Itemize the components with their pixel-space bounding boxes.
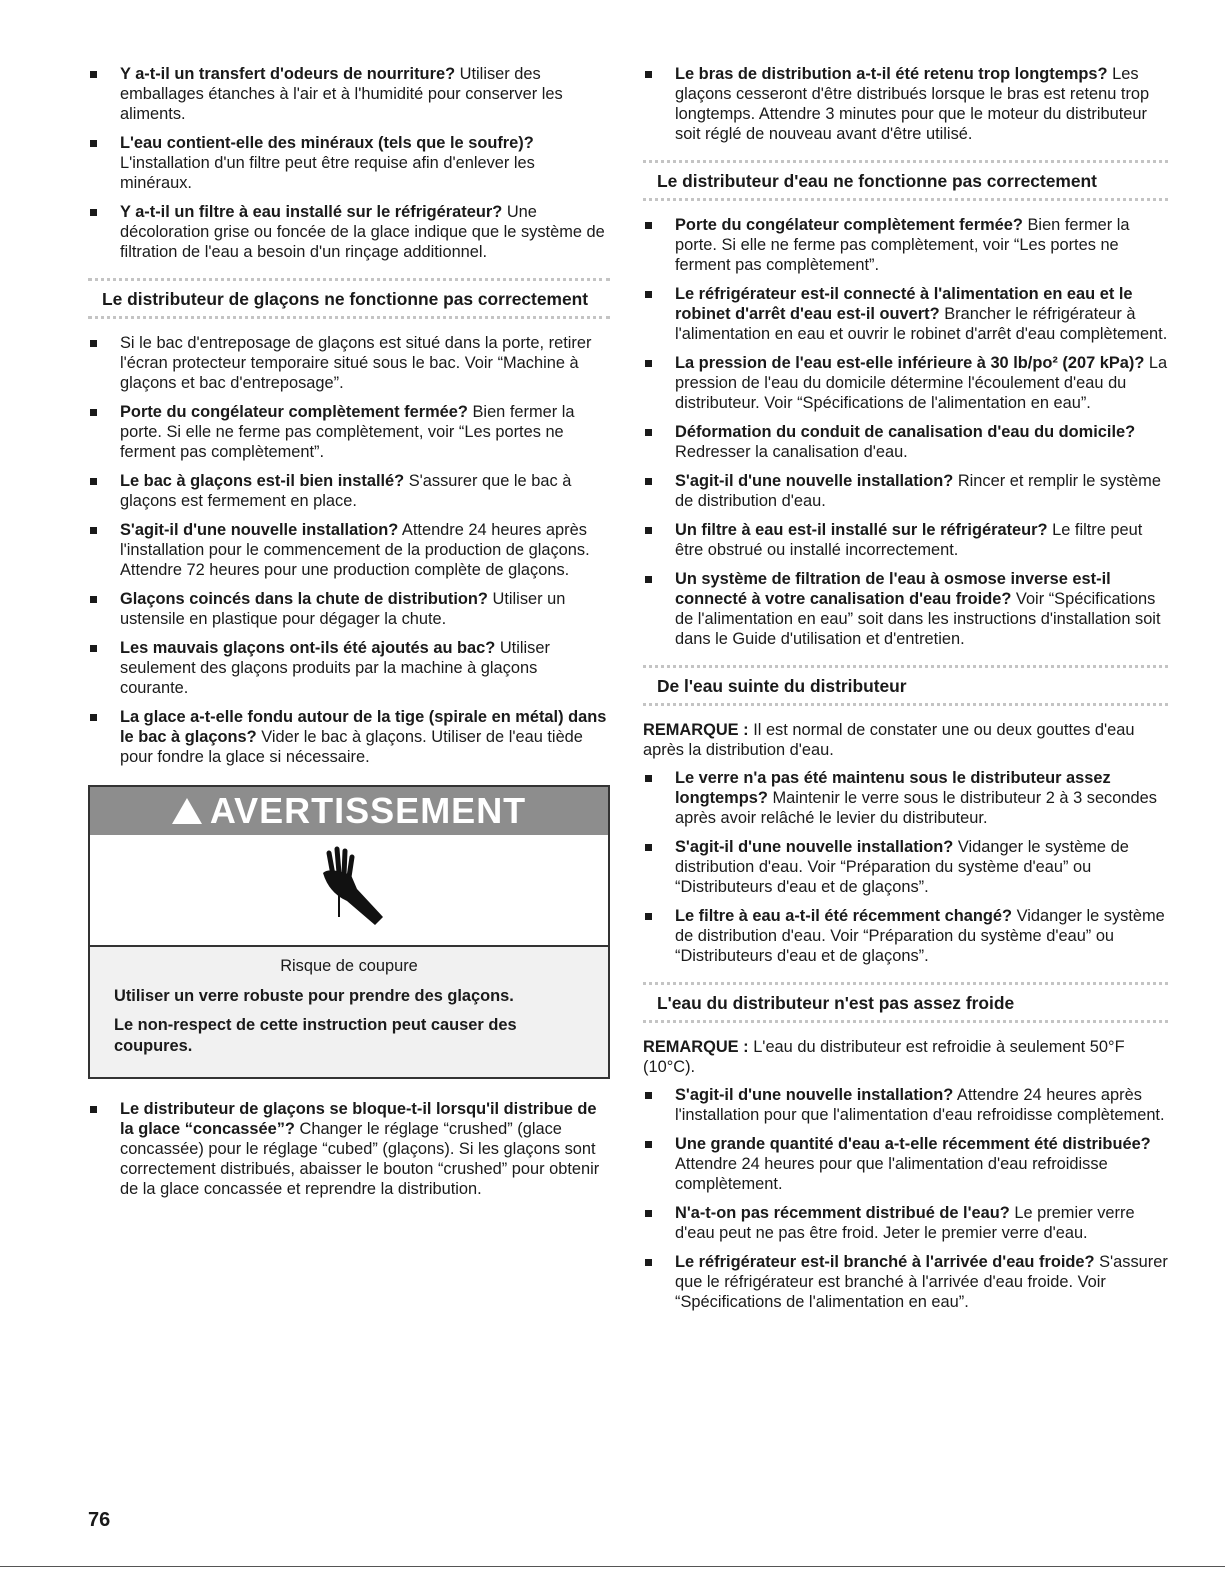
list-item (643, 471, 1168, 511)
list-item (88, 202, 610, 262)
item-question: N'a-t-on pas récemment distribué de l'eau? (675, 1204, 1010, 1222)
item-answer: La pression de l'eau du domicile détermine l'écoulement d'eau du distributeur. Voir “Spécifications de l'alimentation en eau”. (675, 354, 1168, 412)
list-item (88, 471, 610, 511)
leak-list (643, 768, 1168, 966)
list-item (88, 1099, 610, 1199)
section-cold-heading: L'eau du distributeur n'est pas assez froide (643, 982, 1168, 1023)
list-item (88, 333, 610, 393)
item-answer: Les glaçons cesseront d'être distribués lorsque le bras est retenu trop longtemps. Attendre 3 minutes pour que le moteur du distributeur soit réglé de nouveau avant d'être utilisé. (675, 65, 1150, 143)
section-ice-dispenser-heading: Le distributeur de glaçons ne fonctionne pas correctement (88, 278, 610, 319)
cold-note (643, 1037, 1168, 1077)
item-question: Le filtre à eau a-t-il été récemment changé? (675, 907, 1013, 925)
warning-consequence: Le non-respect de cette instruction peut causer des coupures. (114, 1016, 517, 1055)
warning-text-area (90, 947, 608, 1077)
item-answer: Redresser la canalisation d'eau. (675, 443, 908, 461)
item-answer: S'assurer que le réfrigérateur est branché à l'arrivée d'eau froide. Voir “Spécifications de l'alimentation en eau”. (675, 1253, 1168, 1311)
item-question: Porte du congélateur complètement fermée? (675, 216, 1023, 234)
item-question: S'agit-il d'une nouvelle installation? (120, 521, 399, 539)
item-answer: Le filtre peut être obstrué ou installé incorrectement. (675, 521, 1143, 559)
list-item (643, 1134, 1168, 1194)
item-question: Le distributeur de glaçons se bloque-t-il lorsqu'il distribue de la glace “concassée”? (120, 1100, 597, 1138)
item-answer: Si le bac d'entreposage de glaçons est situé dans la porte, retirer l'écran protecteur temporaire situé sous le bac. Voir “Machine à glaçons et bac d'entreposage”. (120, 334, 592, 392)
list-item (643, 64, 1168, 144)
warning-box (88, 785, 610, 1079)
list-item (643, 768, 1168, 828)
item-question: Glaçons coincés dans la chute de distribution? (120, 590, 488, 608)
item-answer: Une décoloration grise ou foncée de la glace indique que le système de filtration de l'eau a besoin d'un rinçage additionnel. (120, 203, 605, 261)
list-item (643, 906, 1168, 966)
water-dispenser-list (643, 215, 1168, 649)
warning-risk: Risque de coupure (280, 957, 418, 975)
item-answer: Rincer et remplir le système de distribution d'eau. (675, 472, 1161, 510)
list-item (643, 353, 1168, 413)
item-question: Un système de filtration de l'eau à osmose inverse est-il connecté à votre canalisation d'eau froide? (675, 570, 1111, 608)
item-question: Porte du congélateur complètement fermée? (120, 403, 468, 421)
left-top-list (88, 64, 610, 262)
warning-triangle-icon (172, 798, 202, 824)
item-answer: Le premier verre d'eau peut ne pas être froid. Jeter le premier verre d'eau. (675, 1204, 1135, 1242)
right-top-list (643, 64, 1168, 144)
page-number: 76 (88, 1509, 111, 1531)
section-leak-heading: De l'eau suinte du distributeur (643, 665, 1168, 706)
left-column (88, 64, 610, 1208)
warning-instruction: Utiliser un verre robuste pour prendre des glaçons. (114, 987, 514, 1005)
bottom-rule (0, 1566, 1225, 1567)
item-answer: Changer le réglage “crushed” (glace concassée) pour le réglage “cubed” (glaçons). Si les glaçons sont correctement distribués, abaisser le bouton “crushed” pour obtenir de la glace concassée et reprendre la distribution. (120, 1120, 600, 1198)
cut-hand-icon (309, 845, 389, 935)
item-question: S'agit-il d'une nouvelle installation? (675, 1086, 954, 1104)
item-answer: Voir “Spécifications de l'alimentation en eau” soit dans les instructions d'installation soit dans le Guide d'utilisation et d'entretien. (675, 590, 1161, 648)
item-answer: Attendre 24 heures pour que l'alimentation d'eau refroidisse complètement. (675, 1155, 1108, 1193)
list-item (88, 133, 610, 193)
list-item (88, 589, 610, 629)
item-answer: Maintenir le verre sous le distributeur 2 à 3 secondes après avoir relâché le levier du distributeur. (675, 789, 1157, 827)
list-item (643, 569, 1168, 649)
ice-dispenser-list (88, 333, 610, 767)
warning-pictogram (90, 835, 608, 947)
item-question: Le réfrigérateur est-il branché à l'arrivée d'eau froide? (675, 1253, 1095, 1271)
right-column (643, 64, 1168, 1321)
item-question: Le verre n'a pas été maintenu sous le distributeur assez longtemps? (675, 769, 1111, 807)
item-question: Le réfrigérateur est-il connecté à l'alimentation en eau et le robinet d'arrêt d'eau est-il ouvert? (675, 285, 1133, 323)
item-question: S'agit-il d'une nouvelle installation? (675, 838, 954, 856)
item-answer: S'assurer que le bac à glaçons est fermement en place. (120, 472, 572, 510)
item-question: Le bac à glaçons est-il bien installé? (120, 472, 405, 490)
item-answer: L'installation d'un filtre peut être requise afin d'enlever les minéraux. (120, 154, 535, 192)
item-answer: Vidanger le système de distribution d'eau. Voir “Préparation du système d'eau” ou “Distributeurs d'eau et de glaçons”. (675, 907, 1165, 965)
list-item (643, 1203, 1168, 1243)
cold-note-text: L'eau du distributeur est refroidie à seulement 50°F (10°C). (643, 1038, 1125, 1076)
item-question: Y a-t-il un filtre à eau installé sur le réfrigérateur? (120, 203, 503, 221)
list-item (643, 215, 1168, 275)
list-item (88, 707, 610, 767)
item-question: Déformation du conduit de canalisation d'eau du domicile? (675, 423, 1136, 441)
list-item (643, 284, 1168, 344)
item-question: Y a-t-il un transfert d'odeurs de nourriture? (120, 65, 456, 83)
item-answer: Attendre 24 heures après l'installation pour le commencement de la production de glaçons. Attendre 72 heures pour une production complète de glaçons. (120, 521, 590, 579)
item-question: Une grande quantité d'eau a-t-elle récemment été distribuée? (675, 1135, 1151, 1153)
item-answer: Brancher le réfrigérateur à l'alimentation en eau et ouvrir le robinet d'arrêt d'eau complètement. (675, 305, 1168, 343)
list-item (88, 402, 610, 462)
list-item (643, 837, 1168, 897)
warning-title: AVERTISSEMENT (209, 790, 527, 831)
leak-note-label: REMARQUE : (643, 721, 749, 739)
list-item (88, 64, 610, 124)
item-answer: Utiliser des emballages étanches à l'air et à l'humidité pour conserver les aliments. (120, 65, 563, 123)
list-item (88, 638, 610, 698)
item-question: S'agit-il d'une nouvelle installation? (675, 472, 954, 490)
item-question: L'eau contient-elle des minéraux (tels que le soufre)? (120, 134, 534, 152)
item-answer: Bien fermer la porte. Si elle ne ferme pas complètement, voir “Les portes ne ferment pas complètement”. (120, 403, 575, 461)
item-question: La pression de l'eau est-elle inférieure à 30 lb/po² (207 kPa)? (675, 354, 1145, 372)
item-question: Le bras de distribution a-t-il été retenu trop longtemps? (675, 65, 1108, 83)
list-item (643, 1252, 1168, 1312)
list-item (643, 422, 1168, 462)
item-question: Un filtre à eau est-il installé sur le réfrigérateur? (675, 521, 1048, 539)
leak-note (643, 720, 1168, 760)
cold-list (643, 1085, 1168, 1312)
leak-note-text: Il est normal de constater une ou deux gouttes d'eau après la distribution d'eau. (643, 721, 1135, 759)
item-answer: Attendre 24 heures après l'installation pour que l'alimentation d'eau refroidisse complètement. (675, 1086, 1165, 1124)
item-answer: Utiliser seulement des glaçons produits par la machine à glaçons courante. (120, 639, 550, 697)
cold-note-label: REMARQUE : (643, 1038, 749, 1056)
item-question: La glace a-t-elle fondu autour de la tige (spirale en métal) dans le bac à glaçons? (120, 708, 607, 746)
item-answer: Vider le bac à glaçons. Utiliser de l'eau tiède pour fondre la glace si nécessaire. (120, 728, 583, 766)
warning-banner (90, 787, 608, 835)
section-water-dispenser-heading: Le distributeur d'eau ne fonctionne pas correctement (643, 160, 1168, 201)
list-item (643, 1085, 1168, 1125)
item-question: Les mauvais glaçons ont-ils été ajoutés au bac? (120, 639, 496, 657)
list-item (643, 520, 1168, 560)
item-answer: Vidanger le système de distribution d'eau. Voir “Préparation du système d'eau” ou “Distributeurs d'eau et de glaçons”. (675, 838, 1129, 896)
item-answer: Utiliser un ustensile en plastique pour dégager la chute. (120, 590, 566, 628)
item-answer: Bien fermer la porte. Si elle ne ferme pas complètement, voir “Les portes ne ferment pas complètement”. (675, 216, 1130, 274)
list-item (88, 520, 610, 580)
left-after-warning-list (88, 1099, 610, 1199)
